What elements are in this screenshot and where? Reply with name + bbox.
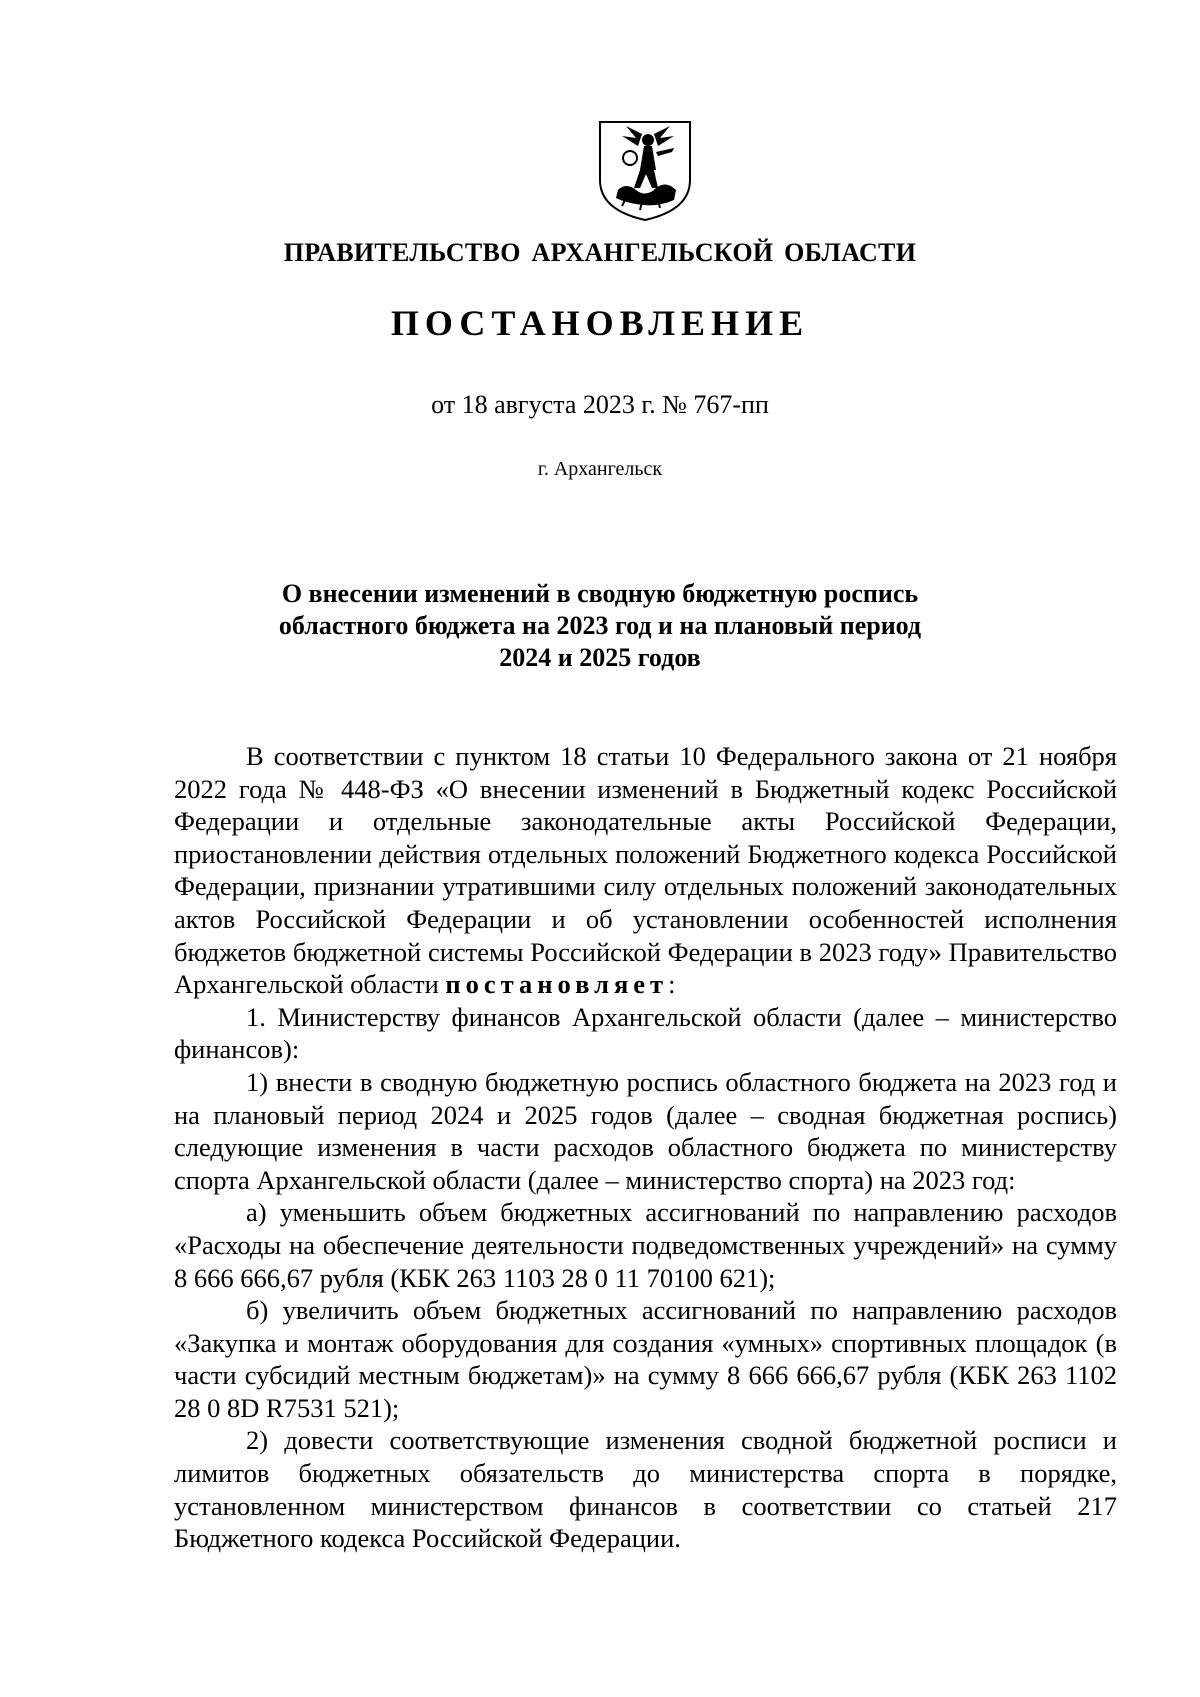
coat-of-arms-emblem-icon (596, 118, 694, 223)
document-body (174, 740, 1117, 1555)
paragraph-item-1: 1. Министерству финансов Архангельской области (далее – министерство финансов): (174, 1001, 1117, 1065)
paragraph-item-1-2: 2) довести соответствующие изменения сводной бюджетной росписи и лимитов бюджетных обязательств до министерства спорта в порядке, установленном министерством финансов в соответствии со статьей 217 Бюджетного кодекса Российской Федерации. (174, 1425, 1117, 1554)
title-line-2: областного бюджета на 2023 год и на плановый период (278, 611, 922, 640)
paragraph-item-1-1: 1) внести в сводную бюджетную роспись областного бюджета на 2023 год и на плановый период 2024 и 2025 годов (далее – сводная бюджетная роспись) следующие изменения в части расходов областного бюджета по министерству спорта Архангельской области (далее – министерство спорта) на 2023 год: (174, 1066, 1117, 1195)
document-date-number: от 18 августа 2023 г. № 767-пп (431, 390, 769, 419)
document-type: ПОСТАНОВЛЕНИЕ (390, 303, 810, 343)
paragraph-item-1-1-b: б) увеличить объем бюджетных ассигнований по направлению расходов «Закупка и монтаж оборудования для создания «умных» спортивных площадок (в части субсидий местным бюджетам)» на сумму 8 666 666,67 рубля (КБК 263 1102 28 0 8D R7531 521); (174, 1295, 1117, 1423)
title-line-3: 2024 и 2025 годов (499, 643, 701, 672)
preamble-end: : (668, 969, 676, 1000)
document-city: г. Архангельск (537, 458, 663, 480)
paragraph-item-1-1-a: а) уменьшить объем бюджетных ассигнований по направлению расходов «Расходы на обеспечение деятельности подведомственных учреждений» на сумму 8 666 666,67 рубля (КБК 263 1103 28 0 11 70100 621); (174, 1197, 1117, 1293)
document-title (200, 578, 1000, 674)
preamble-text: В соответствии с пунктом 18 статьи 10 Федерального закона от 21 ноября 2022 года № 448-ФЗ «О внесении изменений в Бюджетный кодекс Российской Федерации и отдельные законодательные акты Российской Федерации, приостановлении действия отдельных положений Бюджетного кодекса Российской Федерации, признании утратившими силу отдельных положений законодательных актов Российской Федерации и об установлении особенностей исполнения бюджетов бюджетной системы Российской Федерации в 2023 году» Правительство Архангельской области (174, 741, 1117, 1000)
organization-name: ПРАВИТЕЛЬСТВО АРХАНГЕЛЬСКОЙ ОБЛАСТИ (283, 238, 917, 267)
title-line-1: О внесении изменений в сводную бюджетную роспись (281, 579, 919, 608)
paragraph-preamble (174, 740, 1117, 1001)
preamble-emphasis: постановляет (445, 969, 669, 1000)
